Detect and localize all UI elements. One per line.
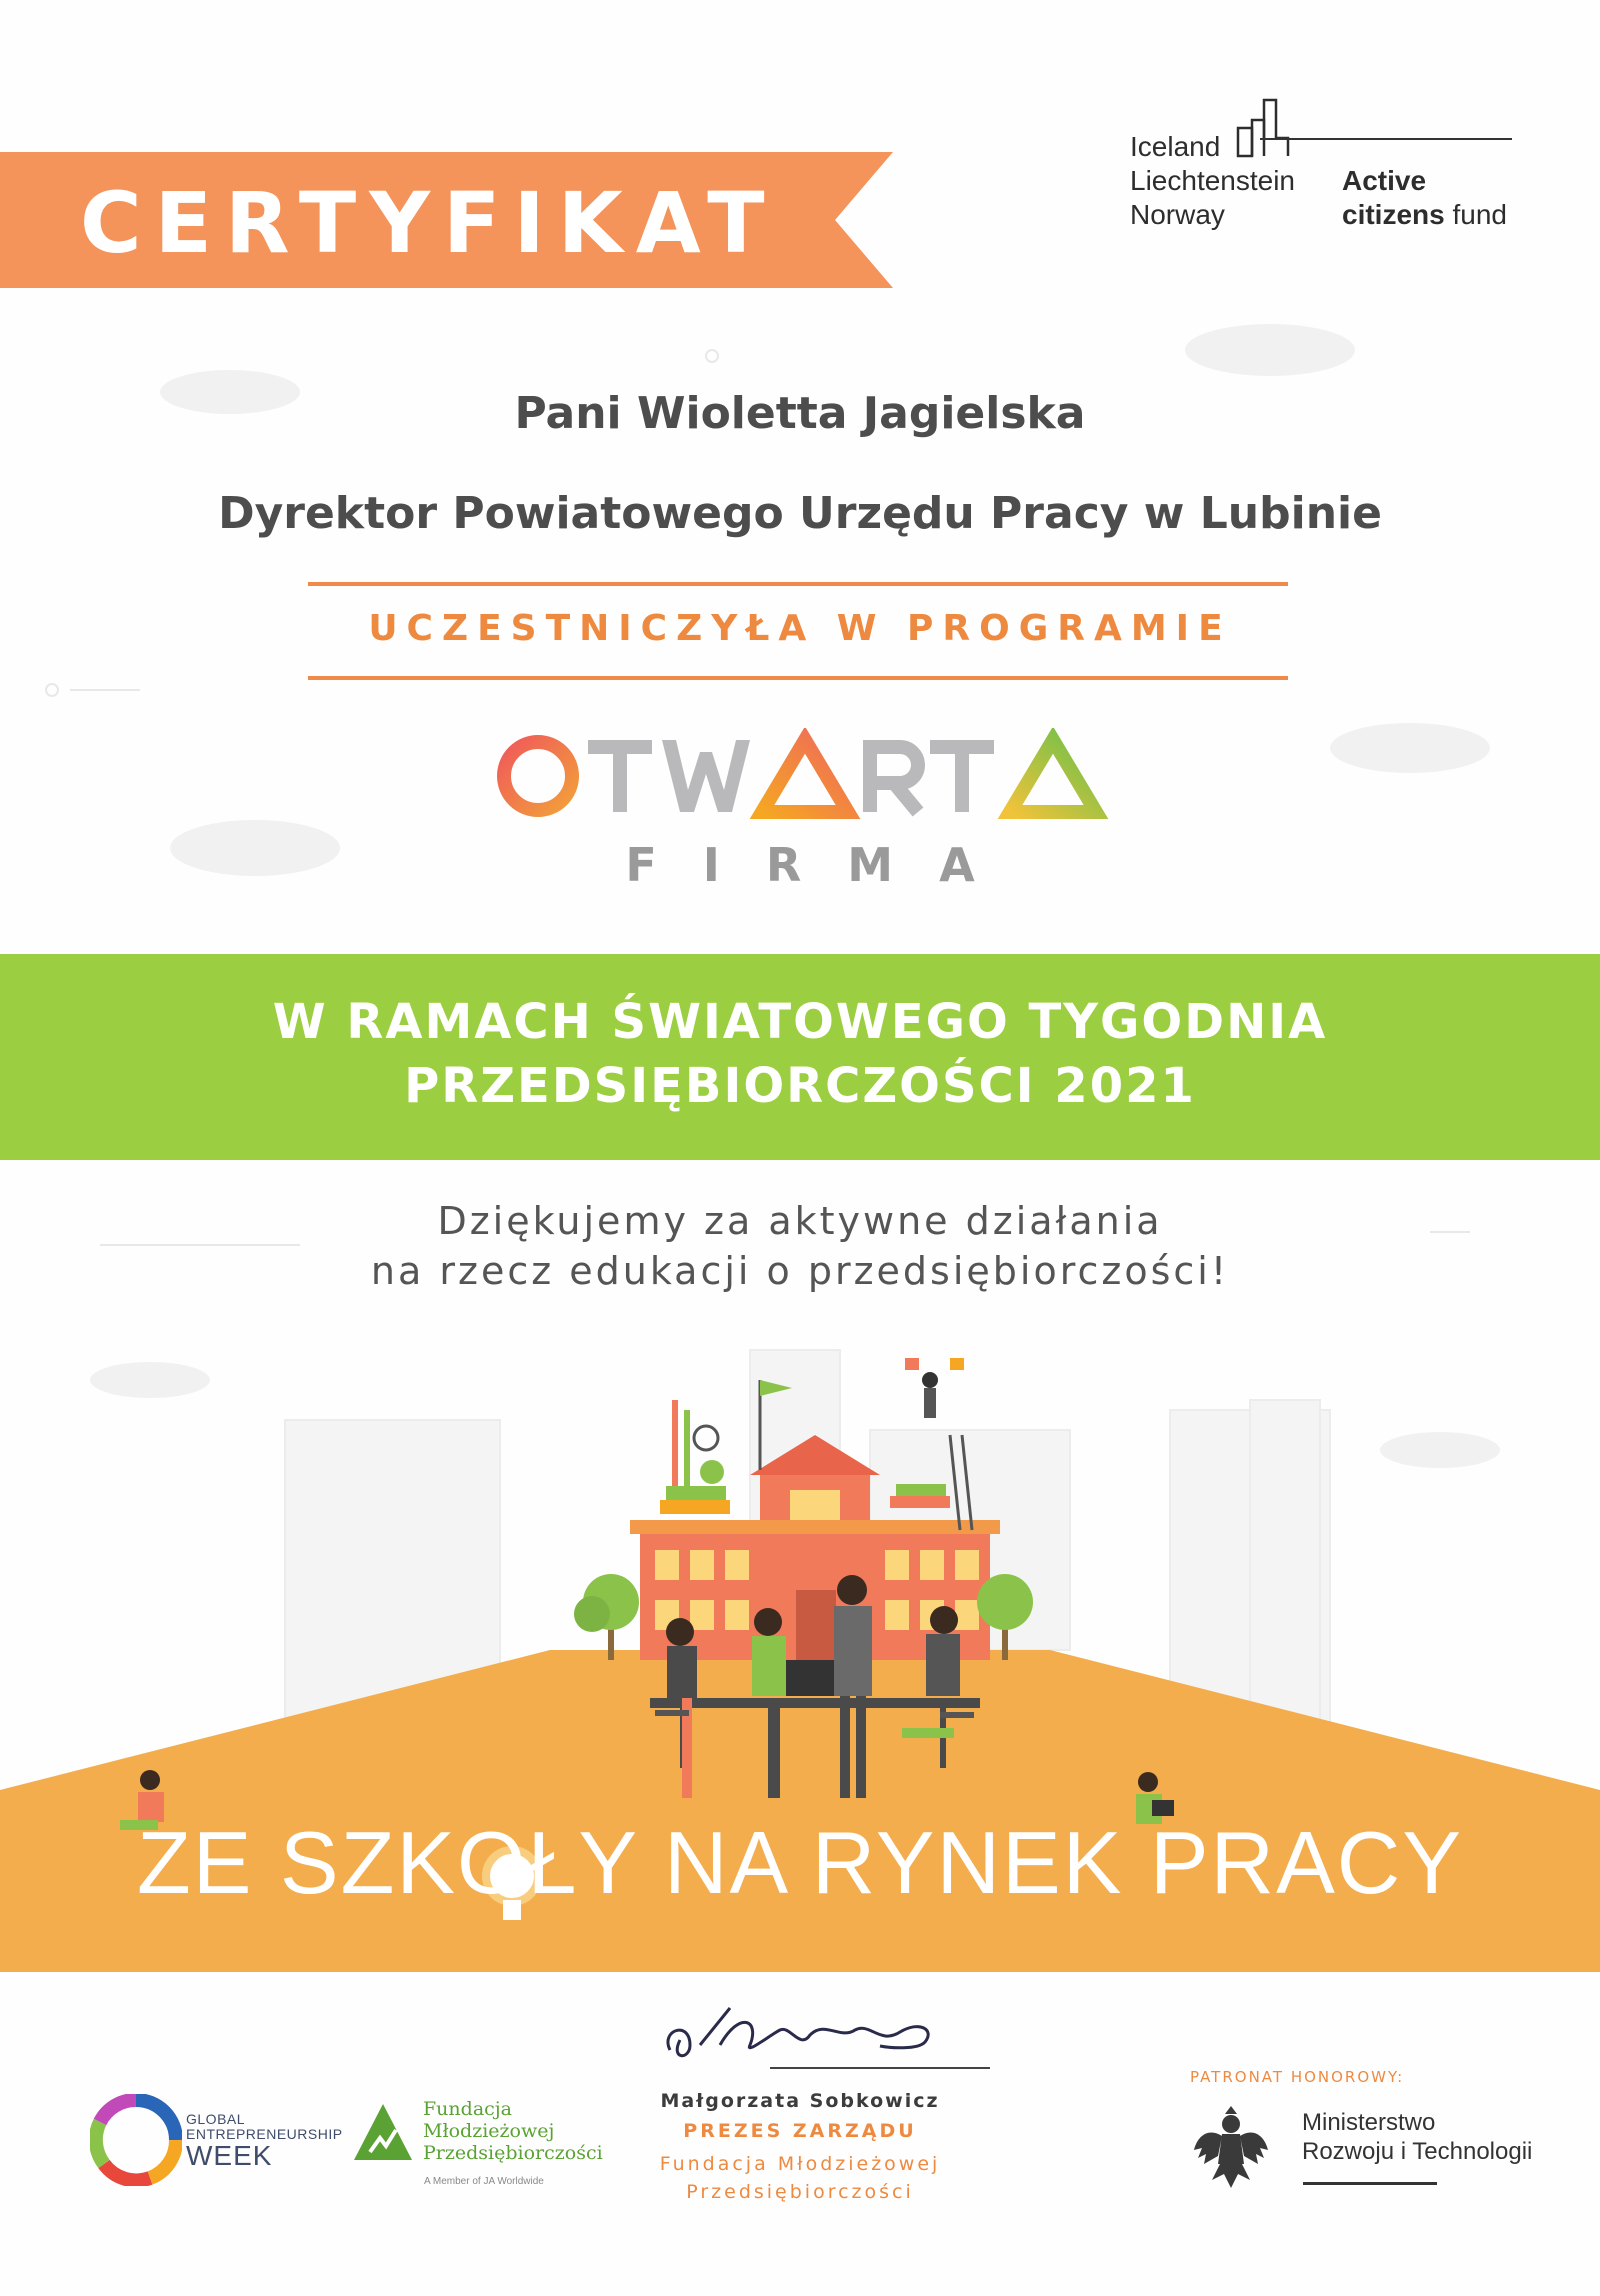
thanks-line-1: Dziękujemy za aktywne działania <box>437 1199 1163 1243</box>
thanks-line-2: na rzecz edukacji o przedsiębiorczości! <box>370 1249 1230 1293</box>
event-line-2: PRZEDSIĘBIORCZOŚCI 2021 <box>404 1058 1196 1114</box>
gew-line-3: WEEK <box>186 2140 273 2171</box>
ministry-line-2: Rozwoju i Technologii <box>1302 2138 1533 2165</box>
gew-logo-text <box>186 2112 343 2170</box>
gew-line-1: GLOBAL <box>186 2111 246 2127</box>
program-logo-subword: FIRMA <box>625 838 1021 892</box>
gew-line-2: ENTREPRENEURSHIP <box>186 2126 343 2142</box>
otwarta-firma-logo <box>490 728 1110 828</box>
event-line-1: W RAMACH ŚWIATOWEGO TYGODNIA <box>272 994 1328 1050</box>
gew-logo-icon <box>90 2094 182 2186</box>
certificate-heading: CERTYFIKAT <box>80 174 778 272</box>
signer-role: PREZES ZARZĄDU <box>683 2120 917 2142</box>
fmp-line-1: Fundacja <box>423 2098 513 2120</box>
signer-org-line-2: Przedsiębiorczości <box>686 2181 914 2203</box>
program-slogan: ZE SZKOŁY NA RYNEK PRACY <box>136 1813 1464 1912</box>
signer-name: Małgorzata Sobkowicz <box>660 2090 940 2112</box>
signer-org-line-1: Fundacja Młodzieżowej <box>659 2153 941 2175</box>
country-iceland: Iceland <box>1130 131 1221 162</box>
fmp-logo-text <box>423 2098 603 2164</box>
event-text <box>0 990 1600 1118</box>
brand-fund: fund <box>1444 199 1507 230</box>
polish-eagle-icon <box>1190 2100 1272 2192</box>
country-liechtenstein: Liechtenstein <box>1130 165 1296 196</box>
signer-organization <box>560 2150 1040 2206</box>
fmp-line-2: Młodzieżowej <box>423 2120 555 2142</box>
fmp-line-3: Przedsiębiorczości <box>423 2142 603 2164</box>
signature-line <box>770 2067 990 2069</box>
fmp-logo-icon <box>350 2100 416 2166</box>
funder-countries <box>1130 130 1330 232</box>
brand-citizens: citizens <box>1342 199 1445 230</box>
divider-top <box>308 582 1288 586</box>
ministry-underline <box>1303 2182 1437 2185</box>
recipient-name: Pani Wioletta Jagielska <box>514 388 1086 439</box>
fmp-member-note: A Member of JA Worldwide <box>424 2176 544 2187</box>
country-norway: Norway <box>1130 199 1225 230</box>
divider-bottom <box>308 676 1288 680</box>
patron-label: PATRONAT HONOROWY: <box>1190 2068 1405 2086</box>
active-citizens-fund-brand <box>1342 164 1542 232</box>
brand-active: Active <box>1342 165 1427 196</box>
ministry-line-1: Ministerstwo <box>1302 2109 1436 2136</box>
thanks-text <box>0 1196 1600 1296</box>
ministry-name <box>1302 2108 1532 2166</box>
recipient-position: Dyrektor Powiatowego Urzędu Pracy w Lubinie <box>218 488 1382 539</box>
participated-text: UCZESTNICZYŁA W PROGRAMIE <box>368 608 1232 649</box>
